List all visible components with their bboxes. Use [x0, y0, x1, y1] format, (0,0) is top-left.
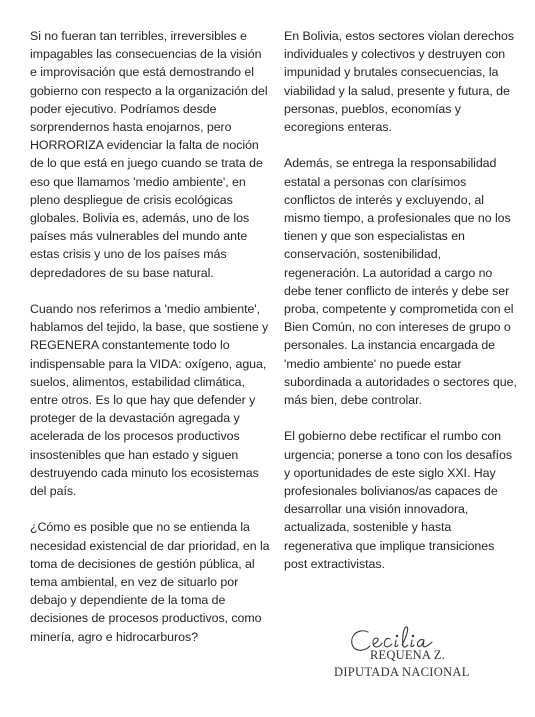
left-column: [30, 27, 270, 664]
left-paragraph-3: ¿Cómo es posible que no se entienda la necesidad existencial de dar prioridad, en la toma de decisiones de gestión pública, al tema ambiental, en vez de situarlo por debajo y dependiente de la toma de decisiones de procesos productivos, como minería, agro e hidrocarburos?: [30, 520, 270, 644]
right-paragraph-2: Además, se entrega la responsabilidad estatal a personas con clarísimos conflictos de interés y excluyendo, al mismo tiempo, a profesionales que no los tienen y que son especialistas en conservación, sostenibilidad, regeneración. La autoridad a cargo no debe tener conflicto de interés y debe ser proba, competente y comprometida con el Bien Común, no con intereses de grupo o personales. La instancia encargada de 'medio ambiente' no puede estar subordinada a autoridades o sectores que, más bien, debe controlar.: [284, 156, 517, 408]
left-paragraph-2: Cuando nos referimos a 'medio ambiente', hablamos del tejido, la base, que sostiene y REGENERA constantemente todo lo indispensable para la VIDA: oxígeno, agua, suelos, alimentos, estabilidad climática, entre otros. Es lo que hay que defender y proteger de la devastación agregada y acelerada de los procesos productivos insostenibles que han estado y siguen destruyendo cada minuto los ecosistemas del país.: [30, 302, 269, 499]
right-column: [284, 27, 519, 591]
right-paragraph-3: El gobierno debe rectificar el rumbo con urgencia; ponerse a tono con los desafíos y oportunidades de este siglo XXI. Hay profesionales bolivianos/as capaces de desarrollar una visión innovadora, actualizada, sostenible y hasta regenerativa que implique transiciones post extractivistas.: [284, 429, 513, 571]
right-paragraph-1: En Bolivia, estos sectores violan derechos individuales y colectivos y destruyen con impunidad y brutales consecuencias, la viabilidad y la salud, presente y futura, de personas, pueblos, economías y ecoregions enteras.: [284, 29, 515, 135]
signature-surname: REQUENA Z.: [370, 648, 445, 662]
left-paragraph-1: Si no fueran tan terribles, irreversibles e impagables las consecuencias de la visión e improvisación que está demostrando el gobierno con respecto a la organización del poder ejecutivo. Podríamos desde sorprendernos hasta enojarnos, pero HORRORIZA evidenciar la falta de noción de lo que está en juego cuando se trata de eso que llamamos 'medio ambiente', en pleno despliegue de crisis ecológicas globales. Bolivia es, además, uno de los países más vulnerables del mundo ante estas crisis y uno de los países más depredadores de su base natural.: [30, 29, 268, 280]
signature-title: DIPUTADA NACIONAL: [334, 665, 470, 679]
